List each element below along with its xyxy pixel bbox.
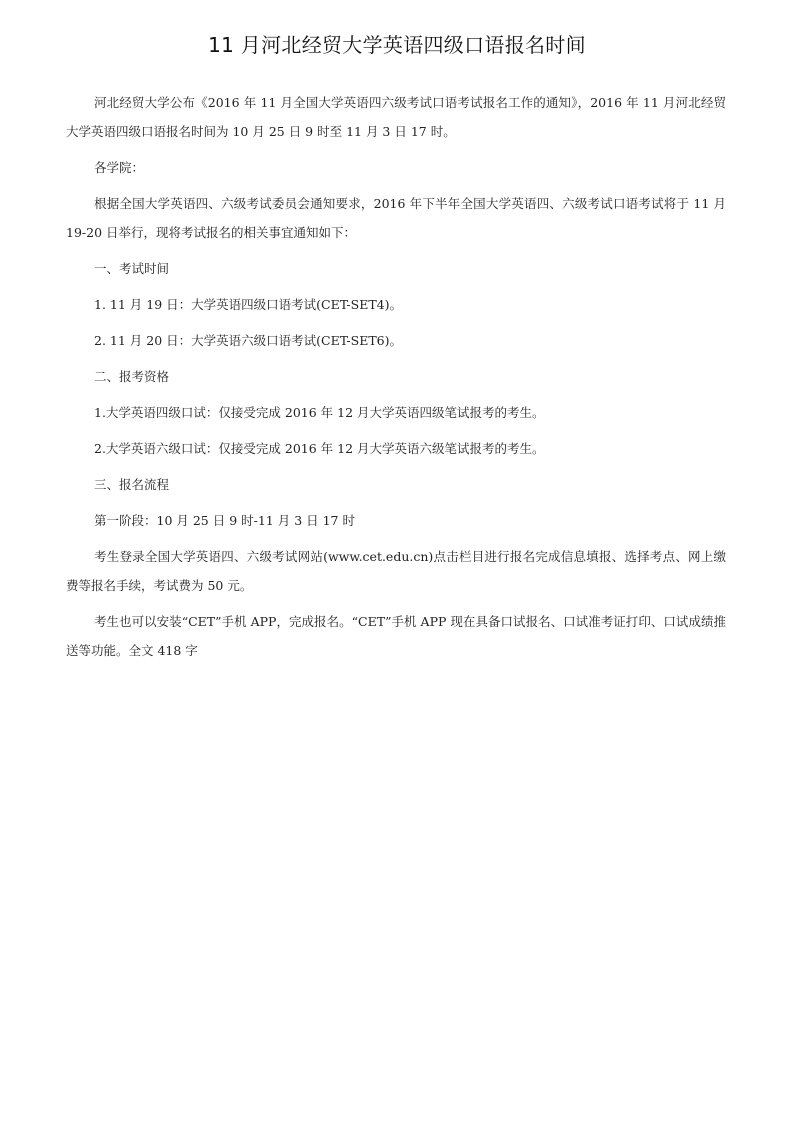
exam-time-item-1: 1. 11 月 19 日：大学英语四级口语考试(CET-SET4)。	[94, 297, 403, 312]
document-body	[66, 88, 726, 672]
eligibility-item-2: 2.大学英语六级口试：仅接受完成 2016 年 12 月大学英语六级笔试报考的考生。	[94, 441, 545, 456]
intro-paragraph: 河北经贸大学公布《2016 年 11 月全国大学英语四六级考试口语考试报名工作的通知》，2016 年 11 月河北经贸大学英语四级口语报名时间为 10 月 25 日 9 时至 11 月 3 日 17 时。	[66, 95, 726, 139]
exam-time-item-2: 2. 11 月 20 日：大学英语六级口语考试(CET-SET6)。	[94, 333, 403, 348]
registration-phase-1: 第一阶段：10 月 25 日 9 时-11 月 3 日 17 时	[94, 513, 355, 528]
salutation: 各学院：	[94, 160, 145, 175]
section-heading-eligibility: 二、报考资格	[94, 369, 170, 384]
section-heading-registration-process: 三、报名流程	[94, 477, 170, 492]
notice-paragraph: 根据全国大学英语四、六级考试委员会通知要求，2016 年下半年全国大学英语四、六级考试口语考试将于 11 月 19-20 日举行，现将考试报名的相关事宜通知如下：	[66, 196, 726, 240]
eligibility-item-1: 1.大学英语四级口试：仅接受完成 2016 年 12 月大学英语四级笔试报考的考生。	[94, 405, 545, 420]
section-heading-exam-time: 一、考试时间	[94, 261, 170, 276]
registration-app-paragraph: 考生也可以安装“CET”手机 APP，完成报名。“CET”手机 APP 现在具备口试报名、口试准考证打印、口试成绩推送等功能。全文 418 字	[66, 614, 726, 658]
document-title: 11 月河北经贸大学英语四级口语报名时间	[208, 33, 586, 57]
registration-website-paragraph: 考生登录全国大学英语四、六级考试网站(www.cet.edu.cn)点击栏目进行报名完成信息填报、选择考点、网上缴费等报名手续，考试费为 50 元。	[66, 549, 726, 593]
